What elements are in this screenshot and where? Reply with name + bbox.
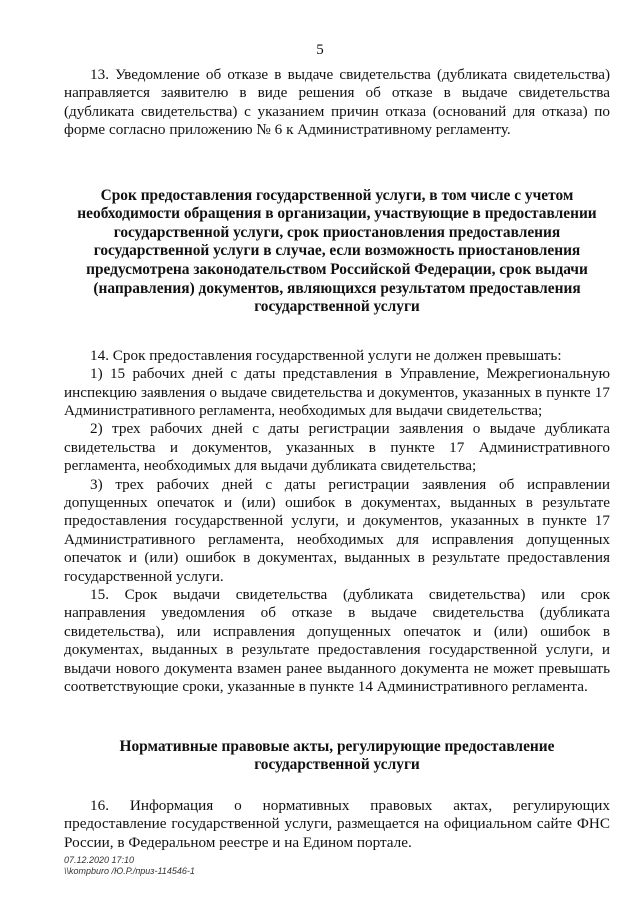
section-heading-service-term: Срок предоставления государственной услуги, в том числе с учетом необходимости обращения в организации, участвующие в предоставлении государственной услуги, срок приостановления предоставления государственной услуги в случае, если возможность приостановления предусмотрена законодательством Российской Федерации, срок выдачи (направления) документов, являющихся результатом предоставления государственной услуги — [77, 186, 597, 316]
paragraph-16: 16. Информация о нормативных правовых актах, регулирующих предоставление государственной услуги, размещается на официальном сайте ФНС России, в Федеральном реестре и на Едином портале. — [64, 796, 610, 851]
paragraph-14: 14. Срок предоставления государственной услуги не должен превышать: — [90, 346, 562, 364]
paragraph-15: 15. Срок выдачи свидетельства (дубликата свидетельства) или срок направления уведомления об отказе в выдаче свидетельства (дубликата свидетельства), или исправления допущенных опечаток и (или) ошибок в документах, выданных в результате предоставления государственной услуги, и выдачи нового документа взамен ранее выданного документа не может превышать соответствующие сроки, указанные в пункте 14 Административного регламента. — [64, 586, 610, 696]
document-body — [64, 66, 610, 852]
paragraph-14-item-3: 3) трех рабочих дней с даты регистрации заявления об исправлении допущенных опечаток и (или) ошибок в документах, выданных в результате предоставления государственной услуги, и документов, указанных в пункте 17 Административного регламента, необходимых для исправления допущенных опечаток и (или) ошибок в документах, выданных в результате предоставления государственной услуги. — [64, 475, 610, 585]
page-number: 5 — [316, 42, 324, 58]
paragraph-14-item-1: 1) 15 рабочих дней с даты представления в Управление, Межрегиональную инспекцию заявления о выдаче свидетельства и документов, указанных в пункте 17 Административного регламента, необходимых для выдачи свидетельства; — [64, 365, 610, 419]
footer — [64, 855, 195, 877]
paragraph-14-item-2: 2) трех рабочих дней с даты регистрации заявления о выдаче дубликата свидетельства и документов, указанных в пункте 17 Административного регламента, необходимых для выдачи дубликата свидетельства; — [64, 420, 610, 475]
section-heading-legal-acts: Нормативные правовые акты, регулирующие предоставление государственной услуги — [119, 737, 555, 774]
footer-date: 07.12.2020 17:10 — [64, 855, 135, 865]
paragraph-13: 13. Уведомление об отказе в выдаче свидетельства (дубликата свидетельства) направляется заявителю в виде решения об отказе в выдаче свидетельства (дубликата свидетельства) с указанием причин отказа (оснований для отказа) по форме согласно приложению № 6 к Административному регламенту. — [64, 66, 610, 139]
footer-path: \\kompburo /Ю.Р./приз-114546-1 — [64, 866, 195, 876]
